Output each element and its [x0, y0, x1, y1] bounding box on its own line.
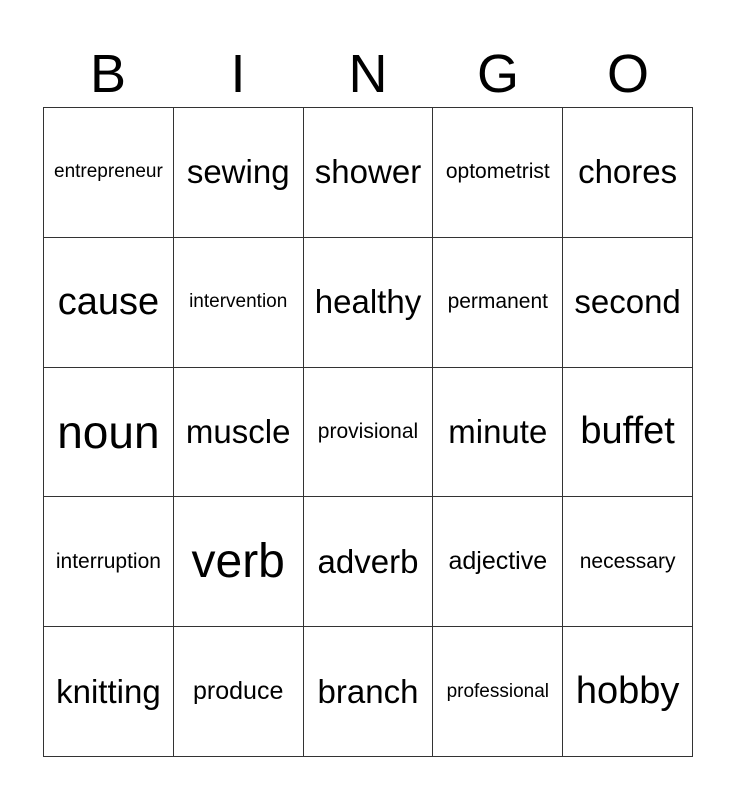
- bingo-cell[interactable]: verb: [174, 497, 304, 627]
- bingo-cell[interactable]: permanent: [433, 238, 563, 368]
- header-letter-g: G: [476, 44, 519, 104]
- bingo-cell[interactable]: adverb: [304, 497, 434, 627]
- bingo-cell[interactable]: professional: [433, 627, 563, 757]
- header-letter-o: O: [606, 44, 649, 104]
- bingo-cell[interactable]: provisional: [304, 368, 434, 498]
- bingo-cell[interactable]: branch: [304, 627, 434, 757]
- bingo-cell[interactable]: sewing: [174, 108, 304, 238]
- bingo-cell[interactable]: healthy: [304, 238, 434, 368]
- bingo-cell[interactable]: hobby: [563, 627, 693, 757]
- bingo-cell[interactable]: entrepreneur: [44, 108, 174, 238]
- bingo-grid: [43, 107, 693, 757]
- bingo-cell[interactable]: knitting: [44, 627, 174, 757]
- bingo-cell[interactable]: noun: [44, 368, 174, 498]
- bingo-cell[interactable]: second: [563, 238, 693, 368]
- bingo-cell[interactable]: buffet: [563, 368, 693, 498]
- bingo-cell[interactable]: produce: [174, 627, 304, 757]
- bingo-cell[interactable]: shower: [304, 108, 434, 238]
- header-letter-b: B: [89, 44, 127, 104]
- bingo-header: [43, 42, 693, 106]
- bingo-cell[interactable]: adjective: [433, 497, 563, 627]
- bingo-cell[interactable]: necessary: [563, 497, 693, 627]
- bingo-cell[interactable]: interruption: [44, 497, 174, 627]
- bingo-cell[interactable]: intervention: [174, 238, 304, 368]
- bingo-cell[interactable]: chores: [563, 108, 693, 238]
- bingo-cell[interactable]: muscle: [174, 368, 304, 498]
- bingo-cell[interactable]: minute: [433, 368, 563, 498]
- header-letter-n: N: [348, 44, 388, 104]
- header-letter-i: I: [230, 44, 246, 104]
- bingo-cell[interactable]: cause: [44, 238, 174, 368]
- bingo-cell[interactable]: optometrist: [433, 108, 563, 238]
